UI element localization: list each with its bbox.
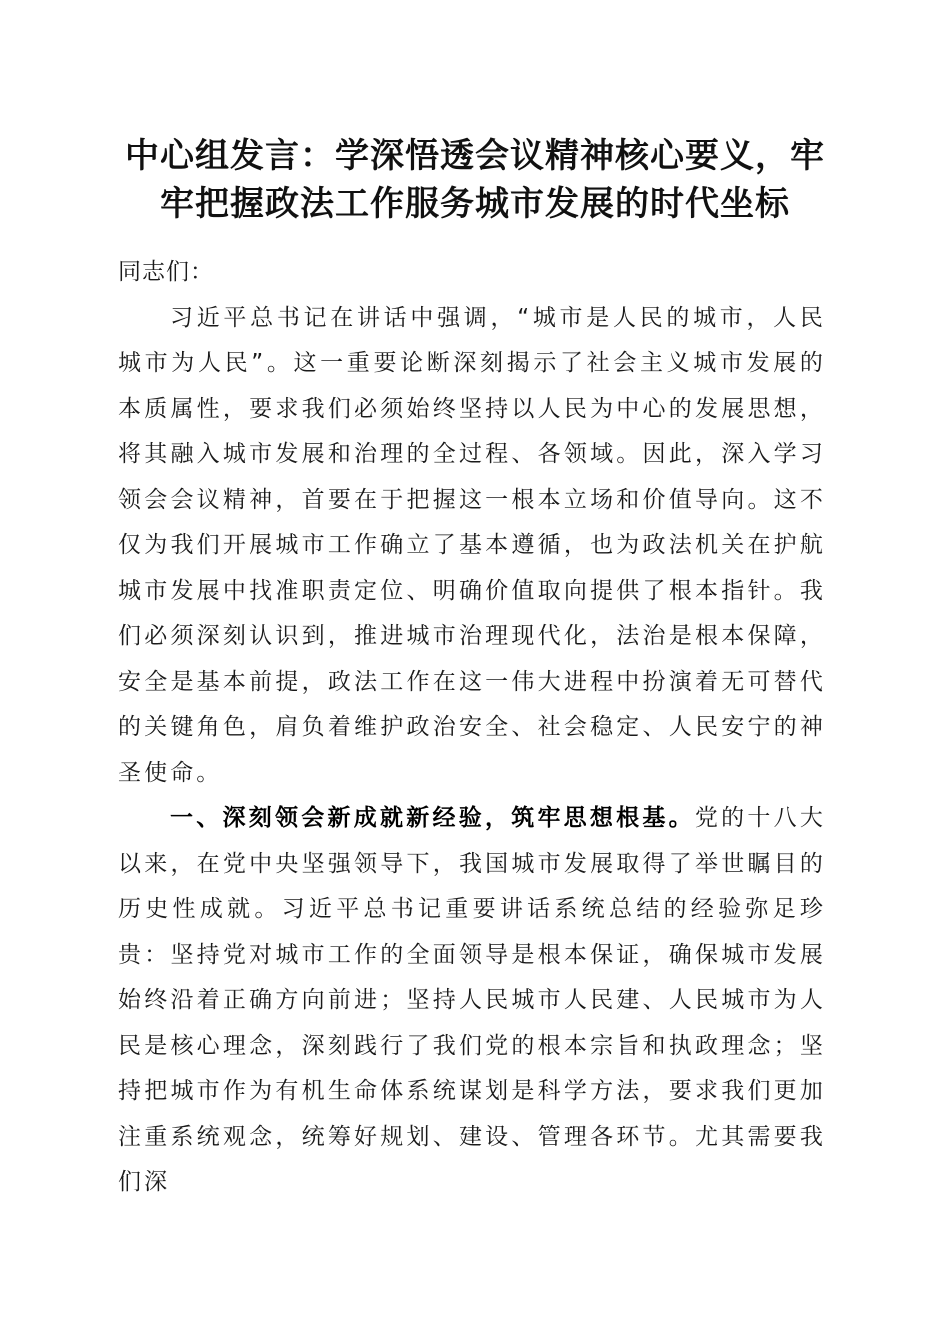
section-text-1: 党的十八大以来，在党中央坚强领导下，我国城市发展取得了举世瞩目的历史性成就。习近平总书记重要讲话系统总结的经验弥足珍贵：坚持党对城市工作的全面领导是根本保证，确保城市发展始终沿着正确方向前进；坚持人民城市人民建、人民城市为人民是核心理念，深刻践行了我们党的根本宗旨和执政理念；坚持把城市作为有机生命体系统谋划是科学方法，要求我们更加注重系统观念，统筹好规划、建设、管理各环节。尤其需要我们深 xyxy=(118,805,827,1195)
greeting: 同志们： xyxy=(118,259,214,285)
document-title: 中心组发言：学深悟透会议精神核心要义，牢牢把握政法工作服务城市发展的时代坐标 xyxy=(125,136,825,224)
document-body xyxy=(118,250,826,1206)
paragraph-1: 习近平总书记在讲话中强调，“城市是人民的城市，人民城市为人民”。这一重要论断深刻揭示了社会主义城市发展的本质属性，要求我们必须始终坚持以人民为中心的发展思想，将其融入城市发展和治理的全过程、各领域。因此，深入学习领会会议精神，首要在于把握这一根本立场和价值导向。这不仅为我们开展城市工作确立了基本遵循，也为政法机关在护航城市发展中找准职责定位、明确价值取向提供了根本指针。我们必须深刻认识到，推进城市治理现代化，法治是根本保障，安全是基本前提，政法工作在这一伟大进程中扮演着无可替代的关键角色，肩负着维护政治安全、社会稳定、人民安宁的神圣使命。 xyxy=(118,304,826,786)
paragraph-2 xyxy=(118,796,826,1206)
section-heading-1: 一、深刻领会新成就新经验，筑牢思想根基。 xyxy=(170,805,695,831)
